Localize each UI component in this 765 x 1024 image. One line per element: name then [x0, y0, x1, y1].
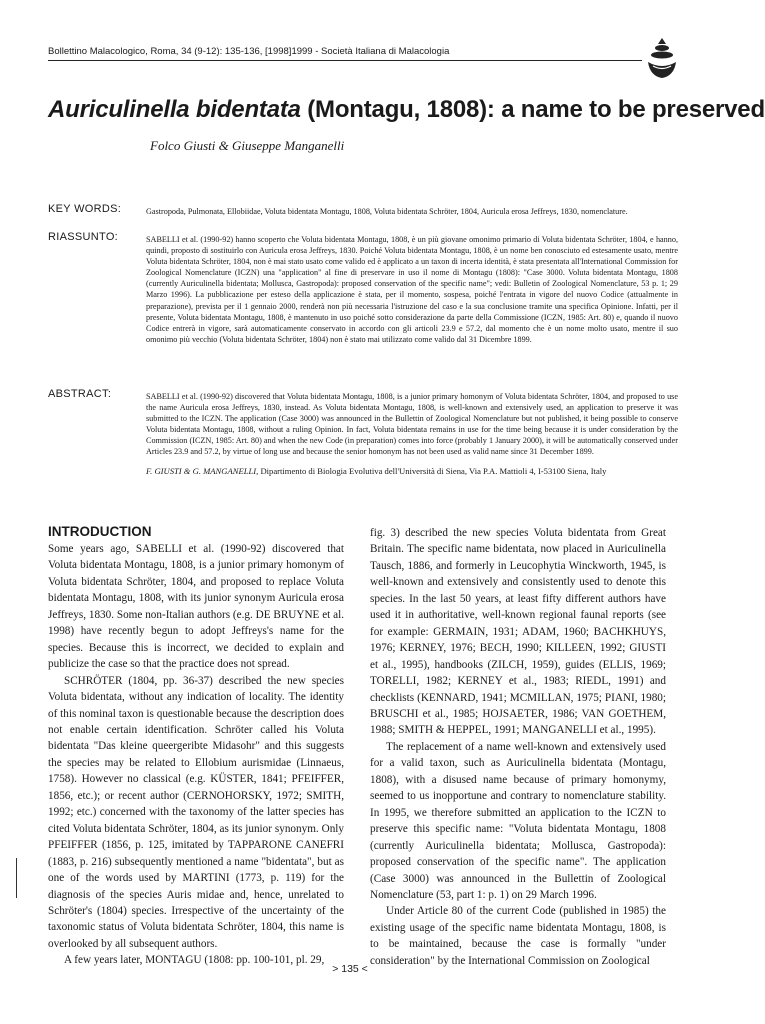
authors: Folco Giusti & Giuseppe Manganelli — [150, 138, 345, 153]
left-column — [48, 541, 344, 969]
right-paragraph-1: fig. 3) described the new species Voluta bidentata from Great Britain. The specific name bidentata, now placed in Auriculinella Tausch, 1886, and formerly in Leucophytia Winckworth, 1945, is well-known and extensively and consistently used to denote this species. In the last 50 years, at least fifty different authors have used it in authoritative, well-known regional faunal reports (see for example: GERMAIN, 1931; ADAM, 1960; BACHKHUYS, 1976; KERNEY, 1976; BECH, 1990; KILLEEN, 1992; GIUSTI et al., 1995), handbooks (ZILCH, 1959), guides (ELLIS, 1969; TORELLI, 1982; KERNEY et al., 1983; RIEDL, 1991) and checklists (KENNARD, 1941; MCMILLAN, 1975; PIANI, 1980; BRUSCHI et al., 1985; HOJSAETER, 1986; VAN GOETHEM, 1988; SMITH & HEPPEL, 1991; MANGANELLI et al., 1995). — [370, 527, 666, 737]
title-species: Auriculinella bidentata — [48, 96, 301, 123]
article-title — [48, 96, 765, 124]
introduction-heading: INTRODUCTION — [48, 524, 152, 539]
title-rest: (Montagu, 1808): a name to be preserved — [307, 96, 765, 123]
affiliation-address: Dipartimento di Biologia Evolutiva dell'Università di Siena, Via P.A. Mattioli 4, I-53100 Siena, Italy — [260, 466, 607, 476]
abstract-label: ABSTRACT: — [48, 388, 112, 400]
left-paragraph-2: SCHRÖTER (1804, pp. 36-37) described the new species Voluta bidentata, without any indication of locality. The identity of this nominal taxon is questionable because the description does not enable certain identification. Schröter called his Voluta bidentata "Das kleine queergeribte Midasohr" and this suggests the species may be related to Ellobium aurismidae (Linnaeus, 1758). However no classical (e.g. KÜSTER, 1841; PFEIFFER, 1856, etc.); or recent author (CERNOHORSKY, 1972; SMITH, 1992; etc.) concerned with the taxonomy of the latter species has cited Voluta bidentata Schröter, 1804, as its junior synonym. Only PFEIFFER (1856, p. 125, imitated by TAPPARONE CANEFRI (1883, p. 216) subsequently mentioned a name "bidentata", but as one of the words used by MARTINI (1773, p. 119) for the diagnosis of the species Auris midae and, hence, unrelated to Schröter's (1804) species. Irrespective of the uncertainty of the taxonomic status of Voluta bidentata Schröter, 1804, this name is overlooked by all subsequent authors. — [48, 674, 344, 950]
keywords-label: KEY WORDS: — [48, 203, 122, 215]
riassunto-label: RIASSUNTO: — [48, 231, 119, 243]
keywords-text: Gastropoda, Pulmonata, Ellobiidae, Voluta bidentata Montagu, 1808, Voluta bidentata Schröter, 1804, Auricula erosa Jeffreys, 1830, nomenclature. — [146, 207, 628, 216]
affiliation — [146, 466, 606, 476]
margin-bar — [16, 858, 17, 898]
affiliation-names: F. GIUSTI & G. MANGANELLI, — [146, 466, 259, 476]
left-paragraph-3: A few years later, MONTAGU (1808: pp. 100-101, pl. 29, — [64, 954, 325, 967]
page-number: > 135 < — [332, 963, 368, 975]
running-head: Bollettino Malacologico, Roma, 34 (9-12): 135-136, [1998]1999 - Società Italiana di Malacologia — [48, 46, 450, 57]
riassunto-text: SABELLI et al. (1990-92) hanno scoperto che Voluta bidentata Montagu, 1808, è un più giovane omonimo primario di Voluta bidentata Schröter, 1804, e hanno, quindi, proposto di sostituirlo con Auricula erosa Jeffreys, 1830. Poiché Voluta bidentata Montagu, 1808, è un nome ben conosciuto ed estesamente usato, mentre Voluta bidentata Schröter, 1804, non è mai stato usato come valido ed è applicato a un taxon di incerta identità, è stata presentata all'International Commission for Zoological Nomenclature (ICZN) una "application" al fine di preservare in uso il nome di Montagu (1808): "Case 3000. Voluta bidentata Montagu, 1808 (currently Auriculinella bidentata; Mollusca, Gastropoda): proposed conservation of the specific name"; vedi: Bulletin of Zoological Nomenclature, 53 p. 1; 29 Marzo 1996). La pubblicazione per esteso della applicazione è stata, per il momento, sospesa, poiché l'entrata in vigore del nuovo Codice (attualmente in preparazione), prevista per il 1 gennaio 2000, renderà non più necessaria l'istruzione del caso e la sua conclusione tramite una specifica Opinione. Infatti, per il presente, Voluta bidentata Montagu, 1808, è mantenuto in uso poiché sotto considerazione da parte della Commissione (ICZN, 1985: Art. 80) e, quando il nuovo Codice entrerà in vigore, sarà automaticamente conservato in accordo con gli articoli 23.9 e 57.2, dal momento che è un nome molto usato, mentre il suo omonimo più vecchio (Voluta bidentata Schröter, 1804) non è stato mai utilizzato come valido dal 31 Dicembre 1899. — [146, 235, 678, 344]
society-logo-icon — [644, 36, 680, 80]
abstract-text: SABELLI et al. (1990-92) discovered that Voluta bidentata Montagu, 1808, is a junior primary homonym of Voluta bidentata Schröter, 1804, and proposed to use the name Auricula erosa Jeffreys, 1830, instead. As Voluta bidentata Montagu, 1808, is well-known and extensively used, an application to preserve it was submitted to the ICZN. The application (Case 3000) was announced in the Bullettin of Zoological Nomenclature but not published, it being possible to conserve Voluta bidentata Montagu, 1808, without a ruling Opinion. In fact, Voluta bidentata remains in use for the time being because it is under consideration by the Commission (ICZN, 1985: Art. 80) and when the new Code (in preparation) comes into force (probably 1 January 2000), it will be automatically conserved under Articles 23.9 and 57.2, by virtue of long use and because the senior homonym has not been used as valid name since 31 December 1899. — [146, 392, 678, 457]
right-paragraph-2: The replacement of a name well-known and extensively used for a valid taxon, such as Auriculinella bidentata (Montagu, 1808), with a disused name because of primary homonymy, seemed to us inopportune and contrary to nomenclature stability. In 1995, we therefore submitted an application to the ICZN to preserve this specific name: "Voluta bidentata Montagu, 1808 (currently Auriculinella bidentata; Mollusca, Gastropoda): proposed conservation of the specific name". The application (Case 3000) was announced in the Bullettin of Zoological Nomenclature (53, part 1: p. 1) on 29 March 1996. — [370, 740, 666, 901]
right-paragraph-3: Under Article 80 of the current Code (published in 1985) the existing usage of the specific name bidentata Montagu, 1808, is to be maintained, because the case is formally "under consideration" by the International Commission on Zoological — [370, 905, 666, 967]
left-paragraph-1: Some years ago, SABELLI et al. (1990-92) discovered that Voluta bidentata Montagu, 1808, is a junior primary homonym of Voluta bidentata Schröter, 1804, and proposed to replace Voluta bidentata Montagu, 1808, with its junior synonym Auricula erosa Jeffreys, 1830. Some non-Italian authors (e.g. DE BRUYNE et al. 1998) have recently begun to adopt Jeffreys's name for the species. Because this is incorrect, we decided to explain and publicize the case so that the practice does not spread. — [48, 543, 344, 671]
header-rule — [48, 60, 642, 61]
right-column — [370, 525, 666, 969]
